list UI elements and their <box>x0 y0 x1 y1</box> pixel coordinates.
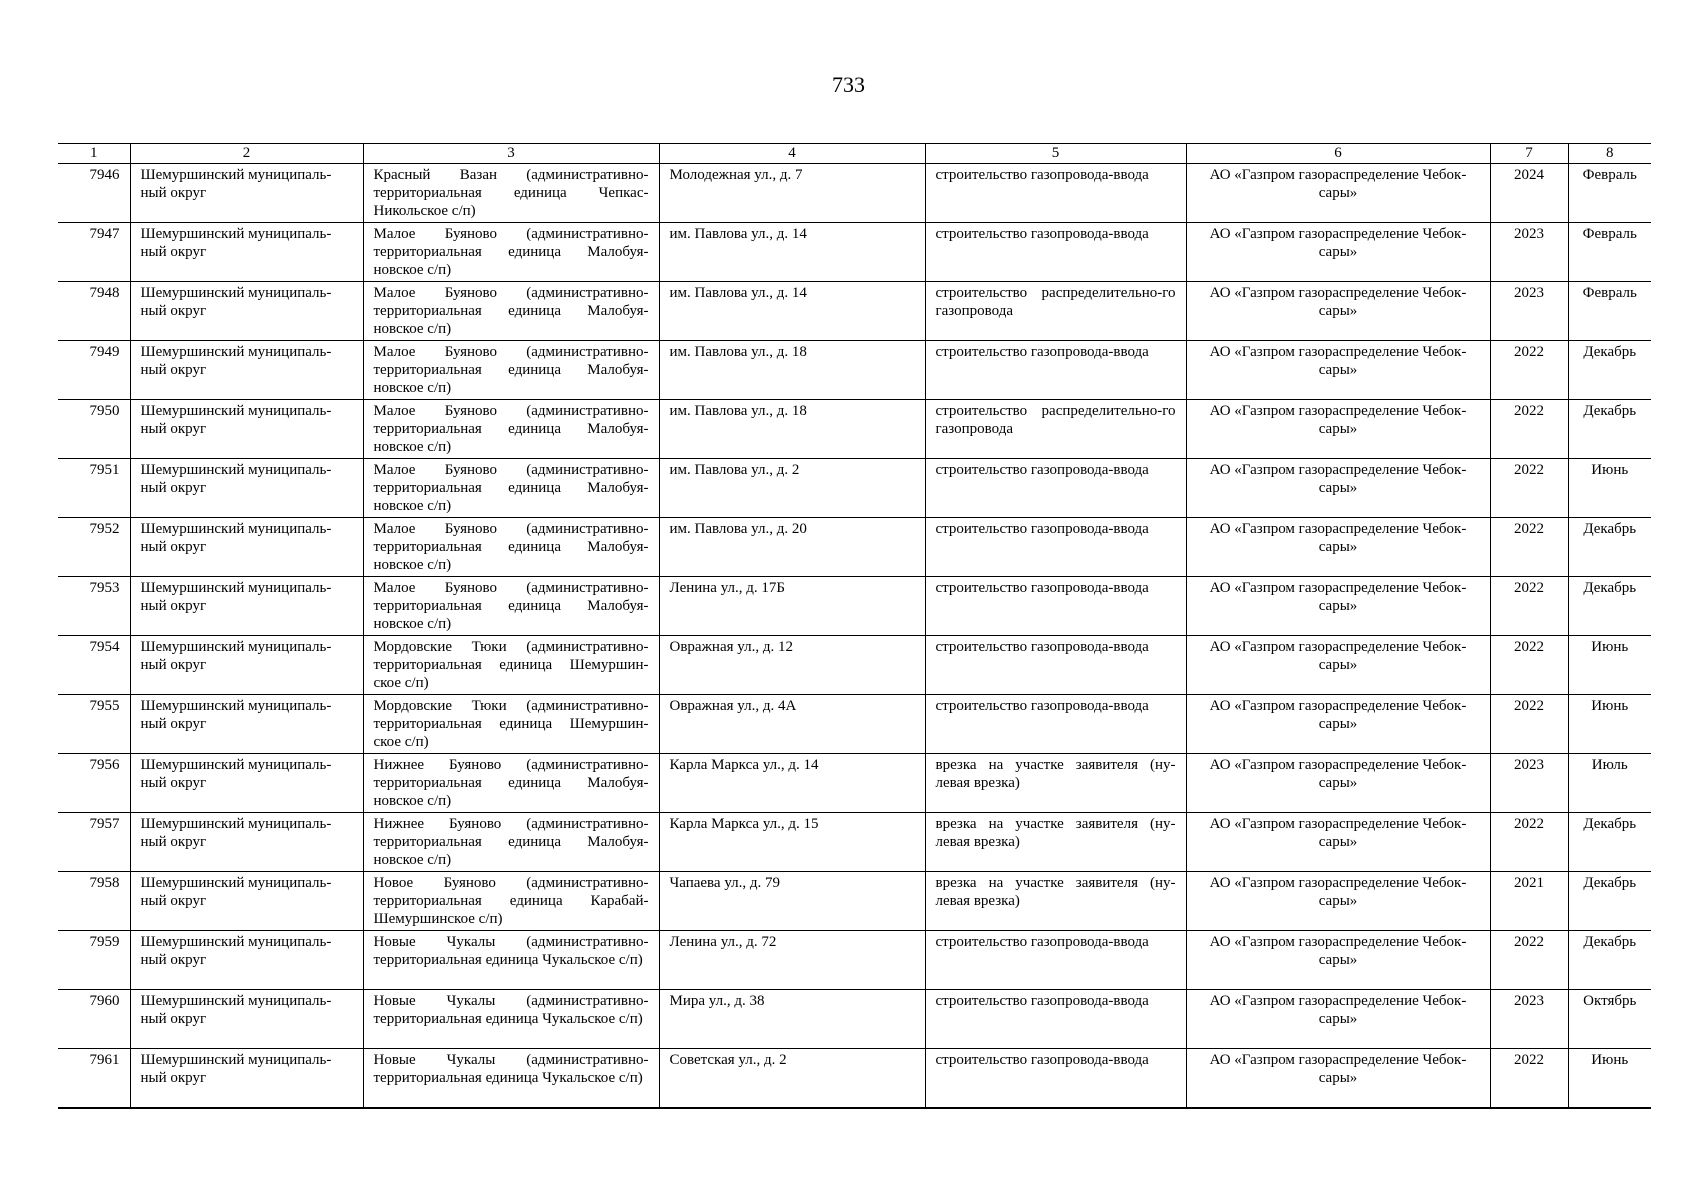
organization-cell: АО «Газпром газораспределение Чебок- сары» <box>1186 223 1490 282</box>
column-number: 7 <box>1490 144 1568 164</box>
works-cell: врезка на участке заявителя (ну-левая врезка) <box>925 872 1186 931</box>
works-cell: строительство газопровода-ввода <box>925 341 1186 400</box>
table-row <box>58 872 1651 931</box>
table-row <box>58 990 1651 1049</box>
district-cell: Шемуршинский муниципаль- ный округ <box>130 813 363 872</box>
row-number: 7955 <box>58 695 130 754</box>
table-row <box>58 577 1651 636</box>
row-number: 7958 <box>58 872 130 931</box>
address-cell: Ленина ул., д. 72 <box>659 931 925 990</box>
district-cell: Шемуршинский муниципаль- ный округ <box>130 577 363 636</box>
year-cell: 2022 <box>1490 931 1568 990</box>
address-cell: Карла Маркса ул., д. 14 <box>659 754 925 813</box>
district-cell: Шемуршинский муниципаль- ный округ <box>130 518 363 577</box>
organization-cell: АО «Газпром газораспределение Чебок- сары» <box>1186 282 1490 341</box>
works-cell: строительство распределительно-го газопровода <box>925 282 1186 341</box>
table-row <box>58 931 1651 990</box>
organization-cell: АО «Газпром газораспределение Чебок- сары» <box>1186 636 1490 695</box>
month-cell: Декабрь <box>1568 400 1651 459</box>
organization-cell: АО «Газпром газораспределение Чебок- сары» <box>1186 813 1490 872</box>
month-cell: Февраль <box>1568 164 1651 223</box>
row-number: 7946 <box>58 164 130 223</box>
settlement-cell: Малое Буяново (административно-территориальная единица Малобуя-новское с/п) <box>363 223 659 282</box>
row-number: 7953 <box>58 577 130 636</box>
address-cell: Карла Маркса ул., д. 15 <box>659 813 925 872</box>
year-cell: 2024 <box>1490 164 1568 223</box>
table-row <box>58 636 1651 695</box>
year-cell: 2022 <box>1490 459 1568 518</box>
works-cell: строительство газопровода-ввода <box>925 459 1186 518</box>
district-cell: Шемуршинский муниципаль- ный округ <box>130 872 363 931</box>
month-cell: Июль <box>1568 754 1651 813</box>
organization-cell: АО «Газпром газораспределение Чебок- сары» <box>1186 754 1490 813</box>
table-row <box>58 282 1651 341</box>
address-cell: им. Павлова ул., д. 14 <box>659 223 925 282</box>
month-cell: Февраль <box>1568 223 1651 282</box>
organization-cell: АО «Газпром газораспределение Чебок- сары» <box>1186 341 1490 400</box>
works-cell: строительство газопровода-ввода <box>925 223 1186 282</box>
row-number: 7947 <box>58 223 130 282</box>
settlement-cell: Новые Чукалы (административно-территориальная единица Чукальское с/п) <box>363 1049 659 1109</box>
page-number: 733 <box>832 72 865 97</box>
row-number: 7948 <box>58 282 130 341</box>
year-cell: 2023 <box>1490 754 1568 813</box>
works-cell: врезка на участке заявителя (ну-левая врезка) <box>925 754 1186 813</box>
address-cell: им. Павлова ул., д. 20 <box>659 518 925 577</box>
address-cell: Чапаева ул., д. 79 <box>659 872 925 931</box>
district-cell: Шемуршинский муниципаль- ный округ <box>130 341 363 400</box>
table-body <box>58 164 1651 1109</box>
settlement-cell: Красный Вазан (административно-территориальная единица Чепкас-Никольское с/п) <box>363 164 659 223</box>
row-number: 7959 <box>58 931 130 990</box>
address-cell: Овражная ул., д. 4А <box>659 695 925 754</box>
year-cell: 2022 <box>1490 695 1568 754</box>
table-row <box>58 695 1651 754</box>
year-cell: 2023 <box>1490 282 1568 341</box>
district-cell: Шемуршинский муниципаль- ный округ <box>130 931 363 990</box>
works-cell: строительство газопровода-ввода <box>925 695 1186 754</box>
organization-cell: АО «Газпром газораспределение Чебок- сары» <box>1186 518 1490 577</box>
district-cell: Шемуршинский муниципаль- ный округ <box>130 223 363 282</box>
year-cell: 2022 <box>1490 1049 1568 1109</box>
settlement-cell: Новые Чукалы (административно-территориальная единица Чукальское с/п) <box>363 931 659 990</box>
month-cell: Февраль <box>1568 282 1651 341</box>
year-cell: 2022 <box>1490 577 1568 636</box>
month-cell: Декабрь <box>1568 518 1651 577</box>
settlement-cell: Нижнее Буяново (административно-территориальная единица Малобуя-новское с/п) <box>363 813 659 872</box>
district-cell: Шемуршинский муниципаль- ный округ <box>130 695 363 754</box>
month-cell: Июнь <box>1568 636 1651 695</box>
settlement-cell: Малое Буяново (административно-территориальная единица Малобуя-новское с/п) <box>363 518 659 577</box>
year-cell: 2021 <box>1490 872 1568 931</box>
address-cell: им. Павлова ул., д. 18 <box>659 400 925 459</box>
gasification-table <box>58 143 1651 1109</box>
address-cell: Овражная ул., д. 12 <box>659 636 925 695</box>
row-number: 7952 <box>58 518 130 577</box>
row-number: 7949 <box>58 341 130 400</box>
address-cell: Мира ул., д. 38 <box>659 990 925 1049</box>
address-cell: Советская ул., д. 2 <box>659 1049 925 1109</box>
settlement-cell: Нижнее Буяново (административно-территориальная единица Малобуя-новское с/п) <box>363 754 659 813</box>
works-cell: врезка на участке заявителя (ну-левая врезка) <box>925 813 1186 872</box>
row-number: 7960 <box>58 990 130 1049</box>
works-cell: строительство распределительно-го газопровода <box>925 400 1186 459</box>
column-number-row <box>58 144 1651 164</box>
district-cell: Шемуршинский муниципаль- ный округ <box>130 990 363 1049</box>
table-row <box>58 518 1651 577</box>
settlement-cell: Новое Буяново (административно-территориальная единица Карабай-Шемуршинское с/п) <box>363 872 659 931</box>
address-cell: им. Павлова ул., д. 2 <box>659 459 925 518</box>
table-row <box>58 164 1651 223</box>
district-cell: Шемуршинский муниципаль- ный округ <box>130 164 363 223</box>
organization-cell: АО «Газпром газораспределение Чебок- сары» <box>1186 164 1490 223</box>
settlement-cell: Мордовские Тюки (административно-территориальная единица Шемуршин-ское с/п) <box>363 636 659 695</box>
settlement-cell: Мордовские Тюки (административно-территориальная единица Шемуршин-ское с/п) <box>363 695 659 754</box>
settlement-cell: Малое Буяново (административно-территориальная единица Малобуя-новское с/п) <box>363 282 659 341</box>
year-cell: 2022 <box>1490 518 1568 577</box>
works-cell: строительство газопровода-ввода <box>925 990 1186 1049</box>
month-cell: Декабрь <box>1568 931 1651 990</box>
column-number: 3 <box>363 144 659 164</box>
table-row <box>58 1049 1651 1109</box>
month-cell: Июнь <box>1568 1049 1651 1109</box>
table-row <box>58 341 1651 400</box>
row-number: 7957 <box>58 813 130 872</box>
row-number: 7951 <box>58 459 130 518</box>
year-cell: 2022 <box>1490 813 1568 872</box>
year-cell: 2022 <box>1490 341 1568 400</box>
works-cell: строительство газопровода-ввода <box>925 518 1186 577</box>
column-number: 5 <box>925 144 1186 164</box>
organization-cell: АО «Газпром газораспределение Чебок- сары» <box>1186 990 1490 1049</box>
column-number: 4 <box>659 144 925 164</box>
table-row <box>58 400 1651 459</box>
year-cell: 2023 <box>1490 990 1568 1049</box>
row-number: 7961 <box>58 1049 130 1109</box>
table-row <box>58 459 1651 518</box>
address-cell: Ленина ул., д. 17Б <box>659 577 925 636</box>
row-number: 7956 <box>58 754 130 813</box>
address-cell: им. Павлова ул., д. 14 <box>659 282 925 341</box>
column-number: 1 <box>58 144 130 164</box>
organization-cell: АО «Газпром газораспределение Чебок- сары» <box>1186 400 1490 459</box>
year-cell: 2022 <box>1490 636 1568 695</box>
year-cell: 2022 <box>1490 400 1568 459</box>
organization-cell: АО «Газпром газораспределение Чебок- сары» <box>1186 931 1490 990</box>
works-cell: строительство газопровода-ввода <box>925 931 1186 990</box>
month-cell: Октябрь <box>1568 990 1651 1049</box>
month-cell: Декабрь <box>1568 341 1651 400</box>
table-row <box>58 223 1651 282</box>
column-number: 6 <box>1186 144 1490 164</box>
organization-cell: АО «Газпром газораспределение Чебок- сары» <box>1186 872 1490 931</box>
organization-cell: АО «Газпром газораспределение Чебок- сары» <box>1186 459 1490 518</box>
works-cell: строительство газопровода-ввода <box>925 636 1186 695</box>
month-cell: Декабрь <box>1568 577 1651 636</box>
works-cell: строительство газопровода-ввода <box>925 1049 1186 1109</box>
settlement-cell: Малое Буяново (административно-территориальная единица Малобуя-новское с/п) <box>363 400 659 459</box>
district-cell: Шемуршинский муниципаль- ный округ <box>130 400 363 459</box>
month-cell: Июнь <box>1568 695 1651 754</box>
district-cell: Шемуршинский муниципаль- ный округ <box>130 636 363 695</box>
works-cell: строительство газопровода-ввода <box>925 577 1186 636</box>
organization-cell: АО «Газпром газораспределение Чебок- сары» <box>1186 577 1490 636</box>
settlement-cell: Новые Чукалы (административно-территориальная единица Чукальское с/п) <box>363 990 659 1049</box>
column-number: 8 <box>1568 144 1651 164</box>
district-cell: Шемуршинский муниципаль- ный округ <box>130 282 363 341</box>
district-cell: Шемуршинский муниципаль- ный округ <box>130 1049 363 1109</box>
works-cell: строительство газопровода-ввода <box>925 164 1186 223</box>
month-cell: Декабрь <box>1568 872 1651 931</box>
table-row <box>58 754 1651 813</box>
month-cell: Декабрь <box>1568 813 1651 872</box>
year-cell: 2023 <box>1490 223 1568 282</box>
month-cell: Июнь <box>1568 459 1651 518</box>
organization-cell: АО «Газпром газораспределение Чебок- сары» <box>1186 1049 1490 1109</box>
address-cell: Молодежная ул., д. 7 <box>659 164 925 223</box>
organization-cell: АО «Газпром газораспределение Чебок- сары» <box>1186 695 1490 754</box>
row-number: 7954 <box>58 636 130 695</box>
district-cell: Шемуршинский муниципаль- ный округ <box>130 754 363 813</box>
address-cell: им. Павлова ул., д. 18 <box>659 341 925 400</box>
district-cell: Шемуршинский муниципаль- ный округ <box>130 459 363 518</box>
settlement-cell: Малое Буяново (административно-территориальная единица Малобуя-новское с/п) <box>363 577 659 636</box>
row-number: 7950 <box>58 400 130 459</box>
table-row <box>58 813 1651 872</box>
column-number: 2 <box>130 144 363 164</box>
settlement-cell: Малое Буяново (административно-территориальная единица Малобуя-новское с/п) <box>363 341 659 400</box>
settlement-cell: Малое Буяново (административно-территориальная единица Малобуя-новское с/п) <box>363 459 659 518</box>
